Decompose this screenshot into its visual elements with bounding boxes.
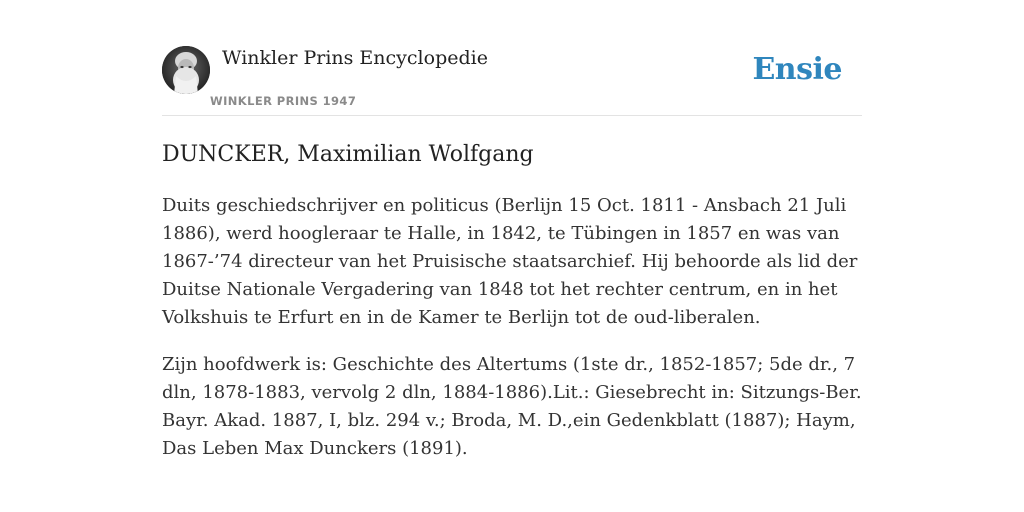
edition-label: WINKLER PRINS 1947 xyxy=(210,94,357,108)
brand-logo[interactable]: Ensie xyxy=(752,52,842,87)
article-header xyxy=(162,46,862,116)
article-body xyxy=(162,192,862,482)
header-divider xyxy=(162,115,862,116)
publication-name[interactable]: Winkler Prins Encyclopedie xyxy=(222,47,488,69)
article-title: DUNCKER, Maximilian Wolfgang xyxy=(162,142,534,167)
article-paragraph: Duits geschiedschrijver en politicus (Berlijn 15 Oct. 1811 - Ansbach 21 Juli 1886), werd hoogleraar te Halle, in 1842, te Tübingen in 1857 en was van 1867-’74 directeur van het Pruisische staatsarchief. Hij behoorde als lid der Duitse Nationale Vergadering van 1848 tot het rechter centrum, en in het Volkshuis te Erfurt en in de Kamer te Berlijn tot de oud-liberalen. xyxy=(162,195,858,328)
author-avatar[interactable] xyxy=(162,46,210,94)
article-paragraph: Zijn hoofdwerk is: Geschichte des Altertums (1ste dr., 1852-1857; 5de dr., 7 dln, 1878-1883, vervolg 2 dln, 1884-1886).Lit.: Giesebrecht in: Sitzungs-Ber. Bayr. Akad. 1887, I, blz. 294 v.; Broda, M. D.,ein Gedenkblatt (1887); Haym, Das Leben Max Dunckers (1891). xyxy=(162,354,862,459)
portrait-image xyxy=(162,46,210,94)
